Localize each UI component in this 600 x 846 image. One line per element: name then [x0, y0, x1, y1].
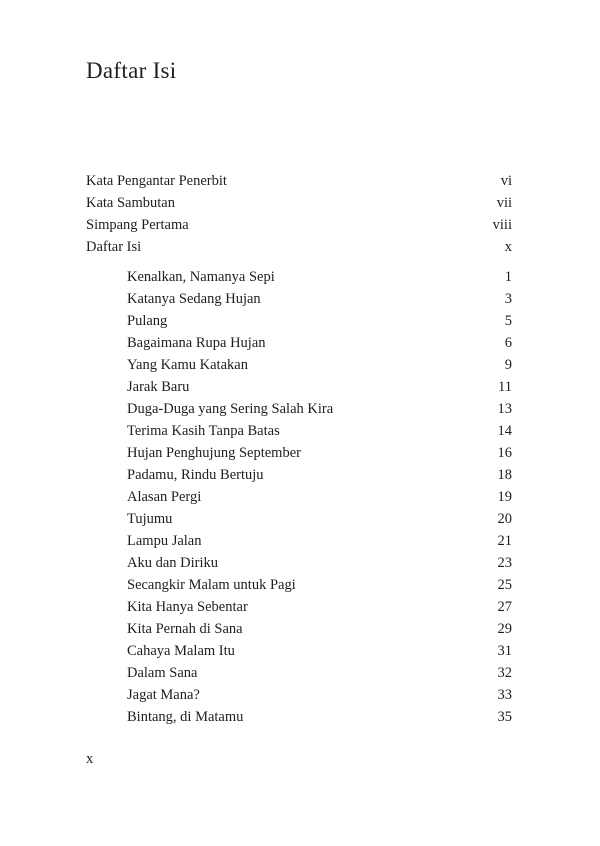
- toc-entry-page: 16: [497, 445, 512, 461]
- toc-entry-page: 25: [497, 577, 512, 593]
- toc-entry-title: Aku dan Diriku: [127, 555, 219, 571]
- toc-entry-title: Jarak Baru: [127, 379, 190, 395]
- chapter-entry: [127, 552, 512, 574]
- chapter-entry: [127, 376, 512, 398]
- chapter-entry: [127, 618, 512, 640]
- toc-entry-page: 27: [497, 599, 512, 615]
- toc-entry-title: Terima Kasih Tanpa Batas: [127, 423, 280, 439]
- front-matter-entry: [86, 192, 512, 214]
- chapter-entry: [127, 310, 512, 332]
- toc-entry-page: 14: [497, 423, 512, 439]
- chapter-entry: [127, 574, 512, 596]
- toc-entry-title: Secangkir Malam untuk Pagi: [127, 577, 296, 593]
- toc-entry-page: 1: [504, 269, 512, 285]
- chapter-entry: [127, 640, 512, 662]
- toc-entry-page: 32: [497, 665, 512, 681]
- front-matter-entry: [86, 236, 512, 258]
- page-number: x: [86, 751, 94, 767]
- chapter-entry: [127, 288, 512, 310]
- toc-entry-page: 20: [497, 511, 512, 527]
- chapter-entry: [127, 508, 512, 530]
- toc-entry-title: Hujan Penghujung September: [127, 445, 301, 461]
- toc-entry-page: vii: [496, 195, 512, 211]
- toc-entry-page: 3: [504, 291, 512, 307]
- front-matter-list: [86, 170, 512, 258]
- chapter-entry: [127, 662, 512, 684]
- toc-entry-title: Alasan Pergi: [127, 489, 202, 505]
- toc-entry-title: Yang Kamu Katakan: [127, 357, 248, 373]
- toc-entry-title: Jagat Mana?: [127, 687, 200, 703]
- toc-entry-title: Dalam Sana: [127, 665, 198, 681]
- toc-entry-title: Pulang: [127, 313, 168, 329]
- front-matter-entry: [86, 170, 512, 192]
- toc-entry-title: Katanya Sedang Hujan: [127, 291, 261, 307]
- toc-entry-page: 5: [504, 313, 512, 329]
- toc-entry-page: viii: [492, 217, 512, 233]
- toc-entry-page: 11: [498, 379, 512, 395]
- chapter-entry: [127, 266, 512, 288]
- toc-entry-page: 18: [497, 467, 512, 483]
- toc-entry-title: Kata Pengantar Penerbit: [86, 173, 227, 189]
- toc-entry-page: 19: [497, 489, 512, 505]
- chapter-list: [127, 266, 512, 728]
- toc-entry-page: 9: [504, 357, 512, 373]
- toc-entry-page: 21: [497, 533, 512, 549]
- toc-entry-page: 23: [497, 555, 512, 571]
- toc-entry-page: 35: [497, 709, 512, 725]
- toc-entry-page: 31: [497, 643, 512, 659]
- chapter-entry: [127, 464, 512, 486]
- chapter-entry: [127, 354, 512, 376]
- toc-entry-title: Simpang Pertama: [86, 217, 189, 233]
- chapter-entry: [127, 706, 512, 728]
- chapter-entry: [127, 442, 512, 464]
- toc-entry-title: Tujumu: [127, 511, 173, 527]
- toc-entry-title: Bintang, di Matamu: [127, 709, 244, 725]
- toc-entry-title: Lampu Jalan: [127, 533, 202, 549]
- chapter-entry: [127, 420, 512, 442]
- toc-entry-title: Bagaimana Rupa Hujan: [127, 335, 266, 351]
- page-title: Daftar Isi: [86, 58, 177, 83]
- toc-entry-title: Kita Pernah di Sana: [127, 621, 243, 637]
- toc-entry-page: x: [504, 239, 512, 255]
- toc-entry-page: 33: [497, 687, 512, 703]
- toc-entry-page: vi: [500, 173, 512, 189]
- toc-entry-title: Cahaya Malam Itu: [127, 643, 235, 659]
- toc-entry-page: 13: [497, 401, 512, 417]
- front-matter-entry: [86, 214, 512, 236]
- chapter-entry: [127, 596, 512, 618]
- toc-entry-title: Kenalkan, Namanya Sepi: [127, 269, 275, 285]
- toc-entry-title: Kita Hanya Sebentar: [127, 599, 248, 615]
- toc-entry-title: Padamu, Rindu Bertuju: [127, 467, 264, 483]
- toc-entry-title: Kata Sambutan: [86, 195, 175, 211]
- chapter-entry: [127, 486, 512, 508]
- toc-entry-page: 6: [504, 335, 512, 351]
- toc-entry-title: Duga-Duga yang Sering Salah Kira: [127, 401, 334, 417]
- chapter-entry: [127, 684, 512, 706]
- chapter-entry: [127, 332, 512, 354]
- toc-entry-page: 29: [497, 621, 512, 637]
- chapter-entry: [127, 530, 512, 552]
- toc-entry-title: Daftar Isi: [86, 239, 142, 255]
- chapter-entry: [127, 398, 512, 420]
